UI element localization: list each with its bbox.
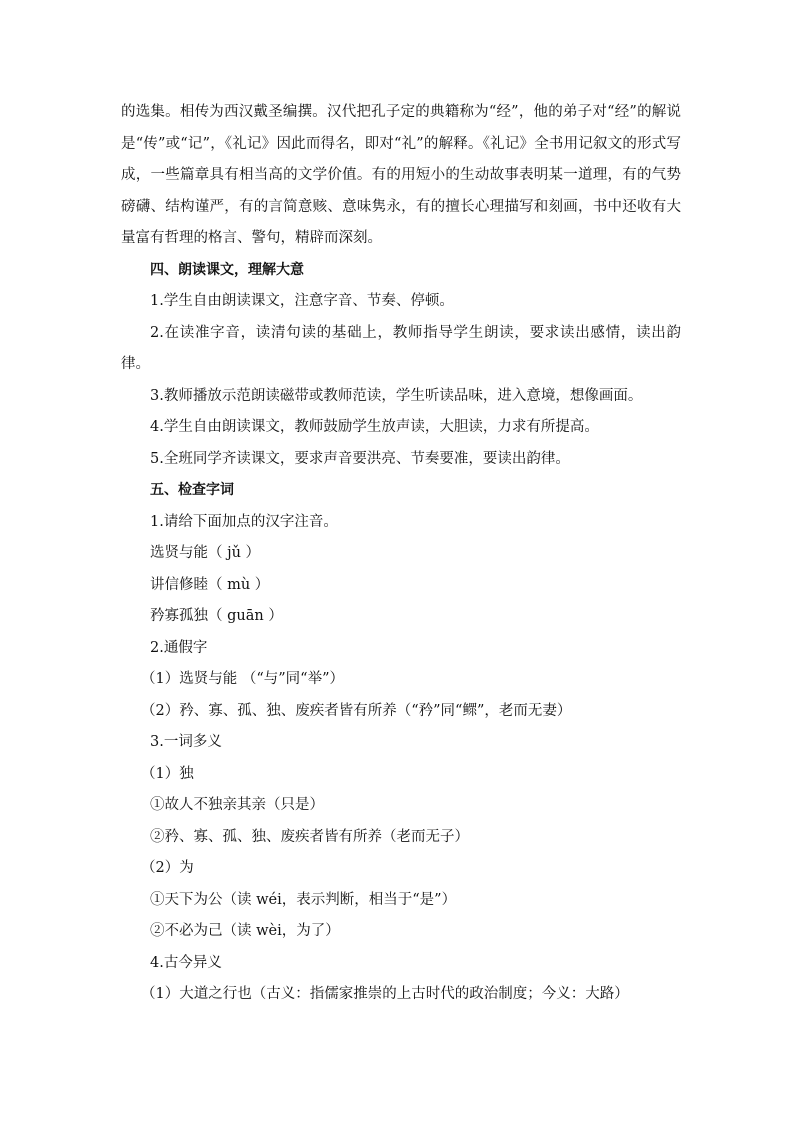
section-4-item-5: 5.全班同学齐读课文，要求声音要洪亮、节奏要准，要读出韵律。	[150, 450, 570, 467]
section-5-sub-3: 3.一词多义	[150, 734, 222, 750]
duoyi-2-title: （2）为	[141, 860, 194, 876]
section-4-heading: 四、朗读课文，理解大意	[150, 261, 304, 278]
section-5-sub-1: 1.请给下面加点的汉字注音。	[150, 513, 338, 530]
intro-paragraph: 的选集。相传为西汉戴圣编撰。汉代把孔子定的典籍称为“经”，他的弟子对“经”的解说是“传”或“记”，《礼记》因此而得名，即对“礼”的解释。《礼记》全书用记叙文的形式写成，一些篇章具有相当高的文学价值。有的用短小的生动故事表明某一道理，有的气势磅礴、结构谨严，有的言简意赅、意味隽永，有的擅长心理描写和刻画，书中还收有大量富有哲理的格言、警句，精辟而深刻。	[121, 104, 681, 246]
section-4-item-3: 3.教师播放示范朗读磁带或教师范读，学生听读品味，进入意境，想像画面。	[150, 387, 643, 404]
duoyi-2-item-2: ②不必为己（读 wèi，为了）	[150, 923, 340, 939]
gujin-item-1: （1）大道之行也（古义：指儒家推崇的上古时代的政治制度；今义：大路）	[141, 986, 629, 1002]
tongjia-item-2: （2）矜、寡、孤、独、废疾者皆有所养（“矜”同“鳏”，老而无妻）	[141, 702, 572, 719]
section-4-item-4: 4.学生自由朗读课文，教师鼓励学生放声读，大胆读，力求有所提高。	[150, 419, 599, 435]
section-5-sub-4: 4.古今异义	[150, 954, 222, 971]
document-body	[121, 97, 681, 1011]
tongjia-item-1: （1）选贤与能 （“与”同“举”）	[141, 671, 344, 687]
pinyin-item-1: 选贤与能（ jǔ ）	[150, 545, 261, 561]
section-5-heading: 五、检查字词	[150, 482, 234, 498]
pinyin-item-2: 讲信修睦（ mù ）	[150, 576, 270, 593]
duoyi-1-item-1: ①故人不独亲其亲（只是）	[150, 797, 324, 813]
section-4-item-2: 2.在读准字音，读清句读的基础上，教师指导学生朗读，要求读出感情，读出韵律。	[121, 324, 681, 372]
duoyi-1-title: （1）独	[141, 765, 194, 782]
section-4-item-1: 1.学生自由朗读课文，注意字音、节奏、停顿。	[150, 293, 454, 309]
pinyin-item-3: 矜寡孤独（ guān ）	[150, 608, 283, 624]
duoyi-1-item-2: ②矜、寡、孤、独、废疾者皆有所养（老而无子）	[150, 828, 469, 845]
section-5-sub-2: 2.通假字	[150, 639, 208, 656]
duoyi-2-item-1: ①天下为公（读 wéi，表示判断，相当于“是”）	[150, 891, 457, 908]
